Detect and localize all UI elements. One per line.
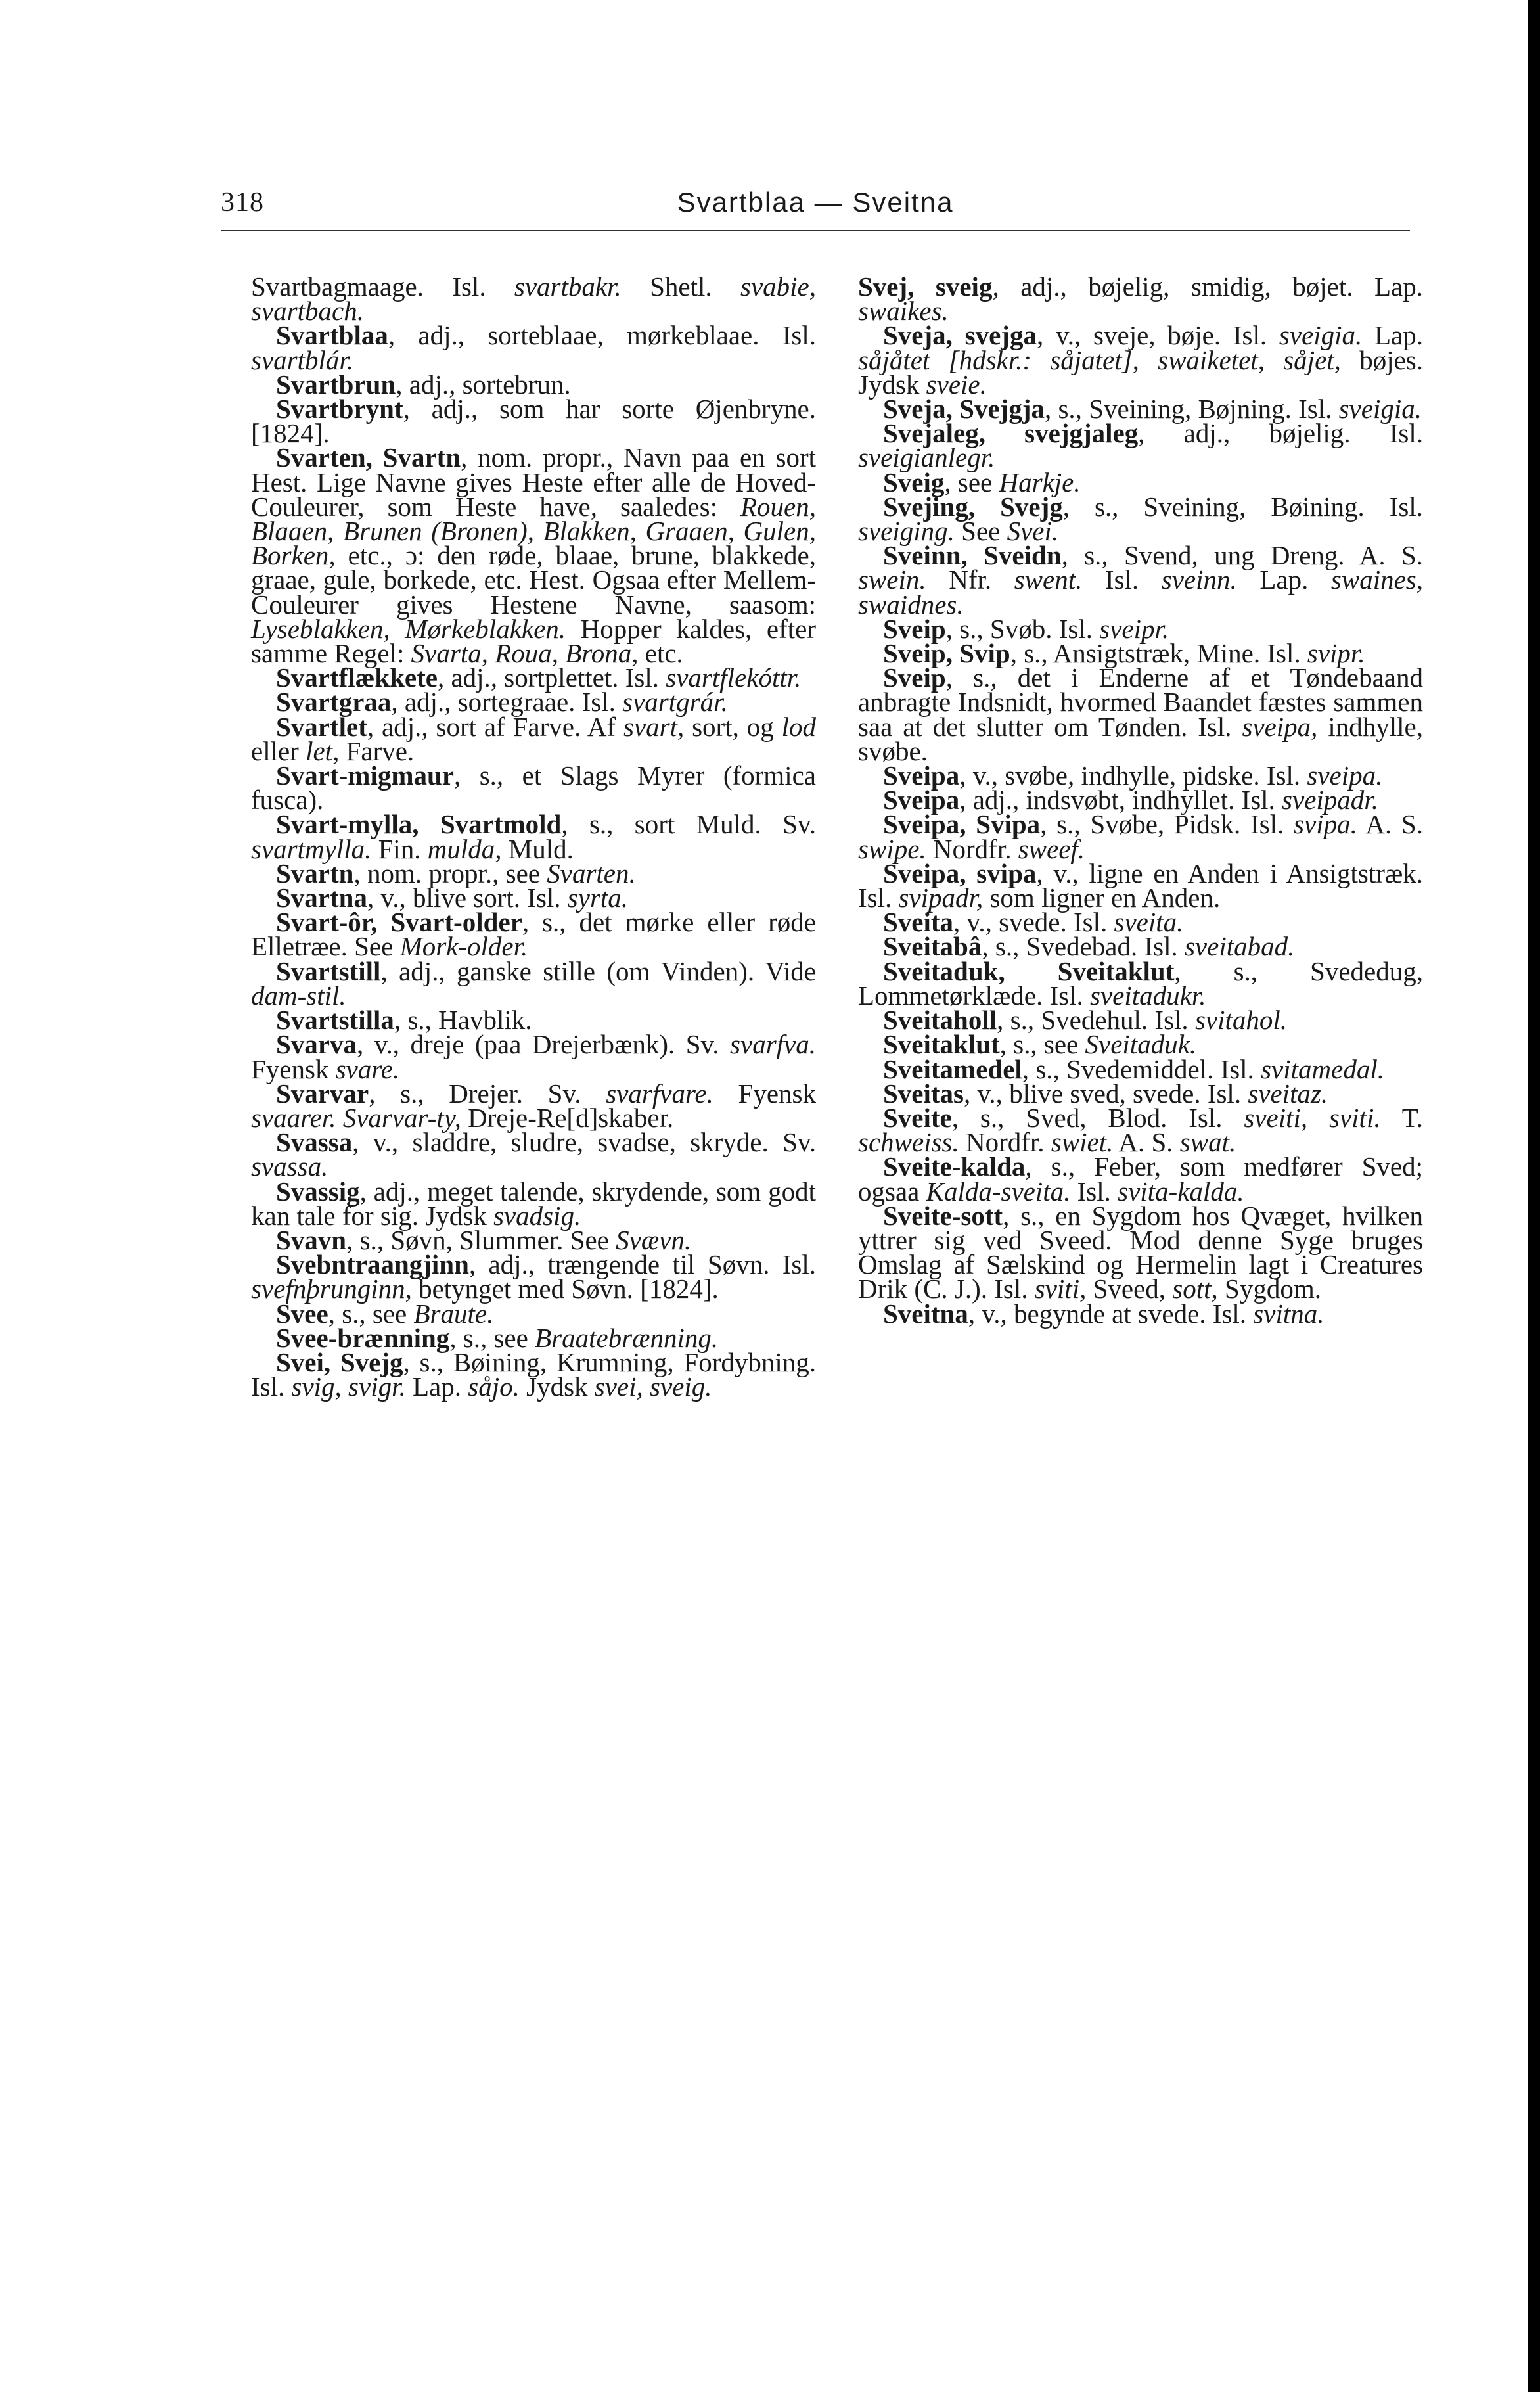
headword: Sveitamedel xyxy=(883,1053,1022,1084)
italic-form: svipa. xyxy=(1294,809,1357,840)
italic-form: dam-stil. xyxy=(251,980,346,1011)
headword: Sveitaklut xyxy=(883,1029,1000,1060)
headword: Sveite-sott xyxy=(883,1200,1003,1231)
definition-text: , s., et Slags Myrer (formica fusca). xyxy=(251,760,816,816)
italic-form: mulda, xyxy=(427,833,502,864)
definition-text: , adj., sortplettet. Isl. xyxy=(437,662,666,693)
entry-svarvar xyxy=(251,1078,816,1133)
headword: Sveipa, Svipa xyxy=(883,809,1041,840)
definition-text: , nom. propr., see xyxy=(353,858,547,888)
definition-text: , v., sladdre, sludre, svadse, skryde. Sv. xyxy=(352,1127,816,1158)
entry-svassig xyxy=(251,1176,816,1231)
italic-form: svart, xyxy=(623,711,685,742)
entry-sveja xyxy=(858,320,1424,400)
definition-text: , adj., sortebrun. xyxy=(396,369,571,400)
headword: Svee xyxy=(276,1298,328,1329)
entry-svart-or xyxy=(251,907,817,962)
headword: Svassig xyxy=(276,1176,360,1207)
entry-sveite xyxy=(858,1102,1423,1158)
headword: Svejaleg, svejgjaleg xyxy=(883,418,1139,449)
definition-text: Isl. xyxy=(1070,1176,1118,1207)
definition-text: , s., Sveining, Bøining. Isl. xyxy=(1062,491,1424,522)
headword: Sveitabâ xyxy=(883,931,982,962)
headword: Svart-migmaur xyxy=(276,760,455,791)
definition-text: See xyxy=(954,516,1007,547)
definition-text: Svartbagmaage. Isl. xyxy=(251,271,514,302)
entry-svartbagmaage xyxy=(251,271,816,327)
definition-text: Shetl. xyxy=(621,271,740,302)
italic-form: svartblár. xyxy=(251,344,354,375)
headword: Sveitas xyxy=(883,1078,964,1109)
headword: Svartblaa xyxy=(276,320,388,351)
italic-form: Svævn. xyxy=(616,1224,692,1255)
italic-form: sweef. xyxy=(1018,833,1085,864)
headword: Sveinn, Sveidn xyxy=(883,540,1062,571)
italic-form: Kalda-sveita. xyxy=(926,1176,1071,1207)
definition-text: , adj., bøjelig. Isl. xyxy=(1138,418,1423,449)
header-rule xyxy=(221,230,1410,231)
italic-form: svassa. xyxy=(251,1151,328,1182)
headword: Svartna xyxy=(276,883,367,913)
entry-svartlet xyxy=(251,711,817,766)
definition-text: Lap. xyxy=(1362,320,1424,351)
headword: Sveite-kalda xyxy=(883,1151,1026,1182)
definition-text: Dreje-Re[d]skaber. xyxy=(461,1102,674,1133)
page-header xyxy=(221,187,1410,226)
italic-form: sviti, xyxy=(1034,1274,1087,1304)
italic-form: svitamedal. xyxy=(1261,1053,1384,1084)
definition-text: , s., Søvn, Slummer. See xyxy=(346,1224,616,1255)
entry-svassa xyxy=(251,1127,816,1182)
italic-form: sott, xyxy=(1172,1274,1218,1304)
italic-form: Braatebrænning. xyxy=(535,1322,719,1353)
headword: Sveipa xyxy=(883,785,960,816)
headword: Svartstill xyxy=(276,955,381,986)
entry-sveipa-v2 xyxy=(858,858,1424,913)
entry-svarten xyxy=(251,442,817,669)
italic-form: swent. xyxy=(1014,564,1083,595)
italic-form: svipr. xyxy=(1307,638,1365,669)
entry-svarva xyxy=(251,1029,816,1084)
headword: Svartbrun xyxy=(276,369,396,400)
definition-text: indhylle, svøbe. xyxy=(858,711,1423,766)
italic-form: svabie, svartbach. xyxy=(251,271,816,327)
entry-svej xyxy=(858,271,1424,327)
definition-text: , s., see xyxy=(449,1322,535,1353)
italic-form: Braute. xyxy=(413,1298,494,1329)
definition-text: Nordfr. xyxy=(926,833,1018,864)
entry-svejing xyxy=(858,491,1424,547)
headword: Sveip xyxy=(883,613,946,644)
entry-sveip3 xyxy=(858,662,1423,766)
headword: Svartlet xyxy=(276,711,367,742)
definition-text: , adj., trængende til Søvn. Isl. xyxy=(468,1249,816,1280)
italic-form: svig, svigr. xyxy=(291,1371,406,1402)
definition-text: , s., Drejer. Sv. xyxy=(369,1078,606,1109)
headword: Svassa xyxy=(276,1127,353,1158)
entry-svart-mylla xyxy=(251,809,816,864)
headword: Sveja, Svejgja xyxy=(883,394,1045,425)
definition-text: Muld. xyxy=(501,833,574,864)
headword: Sveipa xyxy=(883,760,960,791)
headword: Sveip xyxy=(883,662,946,693)
italic-form: svartmylla. xyxy=(251,833,372,864)
definition-text: Sygdom. xyxy=(1217,1274,1321,1304)
definition-text: , s., Svedemiddel. Isl. xyxy=(1022,1053,1261,1084)
italic-form: sveigianlegr. xyxy=(858,442,995,473)
italic-form: Svarta, Roua, Brona, xyxy=(411,638,639,669)
italic-form: svarfva. xyxy=(730,1029,816,1060)
italic-form: Harkje. xyxy=(999,467,1081,497)
italic-form: svartflekóttr. xyxy=(666,662,802,693)
definition-text: , s., det mørke eller røde Elletræe. See xyxy=(251,907,817,962)
italic-form: swein. xyxy=(858,564,926,595)
entry-svartblaa xyxy=(251,320,816,375)
entry-svartstill xyxy=(251,955,816,1011)
headword: Svei, Svejg xyxy=(276,1346,403,1377)
headword: Sveipa, svipa xyxy=(883,858,1037,888)
italic-form: schweiss. xyxy=(858,1127,959,1158)
headword: Svarva xyxy=(276,1029,357,1060)
italic-form: svita-kalda. xyxy=(1118,1176,1244,1207)
definition-text: , s., Svøbe, Pidsk. Isl. xyxy=(1040,809,1294,840)
definition-text: , s., en Sygdom hos Qvæget, hvilken yttrer sig ved Sveed. Mod denne Syge bruges Omslag af Sælskind og Hermelin lagt i Creatures Drik (C. J.). Isl. xyxy=(858,1200,1423,1304)
definition-text: , v., blive sort. Isl. xyxy=(367,883,568,913)
italic-form: sveitadukr. xyxy=(1090,980,1206,1011)
italic-form: Mork-older. xyxy=(399,931,528,962)
page-number: 318 xyxy=(221,187,264,218)
entry-svartbrynt xyxy=(251,394,816,449)
definition-text: Fyensk xyxy=(251,1053,336,1084)
definition-text: Lap. xyxy=(405,1371,468,1402)
italic-form: svarfvare. xyxy=(606,1078,713,1109)
definition-text: , see xyxy=(944,467,999,497)
italic-form: svartgrár. xyxy=(622,687,728,718)
definition-text: etc. xyxy=(638,638,683,669)
definition-text: , adj., som har sorte Øjenbryne. [1824]. xyxy=(251,394,816,449)
italic-form: sveipa. xyxy=(1307,760,1383,791)
headword: Sveitaholl xyxy=(883,1005,997,1036)
definition-text: bøjes. Jydsk xyxy=(858,344,1423,400)
italic-form: svaarer. xyxy=(251,1102,336,1133)
headword: Svart-mylla, Svartmold xyxy=(276,809,562,840)
definition-text: , v., begynde at svede. Isl. xyxy=(968,1298,1254,1329)
headword: Svartbrynt xyxy=(276,394,403,425)
entry-sveinn xyxy=(858,540,1423,620)
headword: Sveite xyxy=(883,1102,952,1133)
definition-text: Isl. xyxy=(1082,564,1162,595)
entry-svei xyxy=(251,1346,816,1402)
italic-form: sveie. xyxy=(926,369,987,400)
definition-text: , adj., indsvøbt, indhyllet. Isl. xyxy=(959,785,1282,816)
italic-form: sveigia. xyxy=(1338,394,1422,425)
italic-form: sveipadr. xyxy=(1282,785,1378,816)
definition-text: , s., see xyxy=(328,1298,414,1329)
definition-text: Jydsk xyxy=(519,1371,595,1402)
definition-text: etc., ɔ: den røde, blaae, brune, blakkede, graae, gule, borkede, etc. Hest. Ogsaa efter Mellem-Couleurer gives Hestene Navne, saasom: xyxy=(251,540,816,620)
headword: Sveja, svejga xyxy=(883,320,1037,351)
headword: Sveitaduk, Sveitaklut xyxy=(883,955,1175,986)
entry-sveipa-s xyxy=(858,809,1423,864)
definition-text: Farve. xyxy=(339,735,415,766)
italic-form: svadsig. xyxy=(493,1200,581,1231)
definition-text: , adj., sort af Farve. Af xyxy=(367,711,623,742)
headword: Svartflækkete xyxy=(276,662,438,693)
italic-form: svipadr, xyxy=(898,883,984,913)
definition-text: , v., svede. Isl. xyxy=(953,907,1114,938)
definition-text: , s., Sved, Blod. Isl. xyxy=(951,1102,1244,1133)
definition-text: Lap. xyxy=(1236,564,1331,595)
definition-text: , s., sort Muld. Sv. xyxy=(561,809,816,840)
right-column xyxy=(858,271,1424,1329)
headword: Svavn xyxy=(276,1224,347,1255)
definition-text: , adj., ganske stille (om Vinden). Vide xyxy=(380,955,816,986)
headword: Sveip, Svip xyxy=(883,638,1010,669)
definition-text: , v., ligne en Anden i Ansigtstræk. Isl. xyxy=(858,858,1424,913)
definition-text: , s., Sveining, Bøjning. Isl. xyxy=(1044,394,1339,425)
italic-form: Svarten. xyxy=(547,858,636,888)
italic-form: svitahol. xyxy=(1194,1005,1288,1036)
left-column xyxy=(251,271,817,1402)
italic-form: såjo. xyxy=(468,1371,520,1402)
italic-form: Lyseblakken, Mørkeblakken. xyxy=(251,613,566,644)
italic-form: sveitabad. xyxy=(1184,931,1295,962)
definition-text: , nom. propr., Navn paa en sort Hest. Lige Navne gives Heste efter alle de Hoved-Couleurer, som Heste have, saaledes: xyxy=(251,442,817,522)
definition-text: , v., svøbe, indhylle, pidske. Isl. xyxy=(959,760,1307,791)
italic-form: svartbakr. xyxy=(514,271,622,302)
entry-sveite-kalda xyxy=(858,1151,1423,1207)
italic-form: swaikes. xyxy=(858,296,949,327)
italic-form: swat. xyxy=(1179,1127,1236,1158)
headword: Svejing, Svejg xyxy=(883,491,1063,522)
definition-text: som ligner en Anden. xyxy=(983,883,1221,913)
headword: Svee-brænning xyxy=(276,1322,450,1353)
definition-text: , adj., meget talende, skrydende, som godt kan tale for sig. Jydsk xyxy=(251,1176,816,1231)
definition-text: , s., Svøb. Isl. xyxy=(945,613,1100,644)
running-head: Svartblaa — Sveitna xyxy=(677,187,954,218)
italic-form: swiet. xyxy=(1051,1127,1114,1158)
definition-text: Nfr. xyxy=(926,564,1014,595)
definition-text: T. xyxy=(1380,1102,1423,1133)
headword: Sveig xyxy=(883,467,945,497)
definition-text: Sveed, xyxy=(1086,1274,1173,1304)
definition-text: betynget med Søvn. [1824]. xyxy=(411,1274,719,1304)
italic-form: swipe. xyxy=(858,833,926,864)
definition-text: , adj., bøjelig, smidig, bøjet. Lap. xyxy=(992,271,1424,302)
italic-form: Rouen, Blaaen, Brunen (Bronen), Blakken, Graaen, Gulen, Borken, xyxy=(251,491,816,571)
italic-form: såjåtet [hdskr.: såjatet], swaiketet, såjet, xyxy=(858,344,1341,375)
italic-form: swaines, swaidnes. xyxy=(858,564,1423,620)
definition-text: A. S. xyxy=(1357,809,1423,840)
definition-text: , s., Svedebad. Isl. xyxy=(982,931,1185,962)
italic-form: svare. xyxy=(335,1053,400,1084)
italic-form: lod xyxy=(781,711,817,742)
definition-text: , s., Svedehul. Isl. xyxy=(997,1005,1195,1036)
definition-text: A. S. xyxy=(1113,1127,1180,1158)
definition-text: , adj., sortegraae. Isl. xyxy=(391,687,623,718)
italic-form: sveigia. xyxy=(1279,320,1363,351)
italic-form: sveipr. xyxy=(1099,613,1169,644)
headword: Svarten, Svartn xyxy=(276,442,461,473)
italic-form: svefnþrunginn, xyxy=(251,1274,412,1304)
italic-form: sveiti, sviti. xyxy=(1244,1102,1381,1133)
headword: Svarvar xyxy=(276,1078,369,1109)
definition-text: , s., det i Enderne af et Tøndebaand anbragte Indsnidt, hvormed Baandet fæstes sammen saa at det slutter om Tønden. Isl. xyxy=(858,662,1423,742)
italic-form: Svarvar-ty, xyxy=(342,1102,461,1133)
headword: Svartgraa xyxy=(276,687,392,718)
definition-text: eller xyxy=(251,735,306,766)
entry-svart-migmaur xyxy=(251,760,816,816)
italic-form: svei, sveig. xyxy=(594,1371,712,1402)
entry-sveitna xyxy=(858,1298,1423,1329)
definition-text: , v., blive sved, svede. Isl. xyxy=(964,1078,1248,1109)
italic-form: syrta. xyxy=(567,883,629,913)
italic-form: sveinn. xyxy=(1161,564,1237,595)
headword: Svart-ôr, Svart-older xyxy=(276,907,522,938)
headword: Svej, sveig xyxy=(858,271,993,302)
italic-form: Svei. xyxy=(1007,516,1059,547)
definition-text: , v., sveje, bøje. Isl. xyxy=(1036,320,1279,351)
definition-text: sort, og xyxy=(684,711,782,742)
italic-form: sveitaz. xyxy=(1248,1078,1328,1109)
definition-text: Fin. xyxy=(371,833,428,864)
entry-svejaleg xyxy=(858,418,1423,473)
definition-text: , adj., sorteblaae, mørkeblaae. Isl. xyxy=(388,320,816,351)
definition-text: Hopper kaldes, efter samme Regel: xyxy=(251,613,817,669)
headword: Sveita xyxy=(883,907,954,938)
headword: Svebntraangjinn xyxy=(276,1249,469,1280)
definition-text: , v., dreje (paa Drejerbænk). Sv. xyxy=(357,1029,731,1060)
definition-text: Nordfr. xyxy=(959,1127,1051,1158)
definition-text: , s., Bøining, Krumning, Fordybning. Isl. xyxy=(251,1346,816,1402)
definition-text: , s., Havblik. xyxy=(394,1005,532,1036)
italic-form: Sveitaduk. xyxy=(1085,1029,1197,1060)
italic-form: let, xyxy=(306,735,340,766)
definition-text: , s., Svededug, Lommetørklæde. Isl. xyxy=(858,955,1423,1011)
entry-svebntraangjinn xyxy=(251,1249,816,1304)
definition-text: , s., Ansigtstræk, Mine. Isl. xyxy=(1010,638,1307,669)
entry-sveite-sott xyxy=(858,1200,1423,1304)
italic-form: svitna. xyxy=(1253,1298,1325,1329)
italic-form: sveipa, xyxy=(1242,711,1318,742)
italic-form: sveiging. xyxy=(858,516,955,547)
italic-form: sveita. xyxy=(1114,907,1184,938)
definition-text: , s., Svend, ung Dreng. A. S. xyxy=(1061,540,1423,571)
headword: Svartn xyxy=(276,858,354,888)
headword: Svartstilla xyxy=(276,1005,394,1036)
definition-text: Fyensk xyxy=(713,1078,816,1109)
entry-sveitaduk xyxy=(858,955,1423,1011)
headword: Sveitna xyxy=(883,1298,968,1329)
definition-text: , s., Feber, som medfører Sved; ogsaa xyxy=(858,1151,1423,1207)
definition-text: , s., see xyxy=(999,1029,1085,1060)
